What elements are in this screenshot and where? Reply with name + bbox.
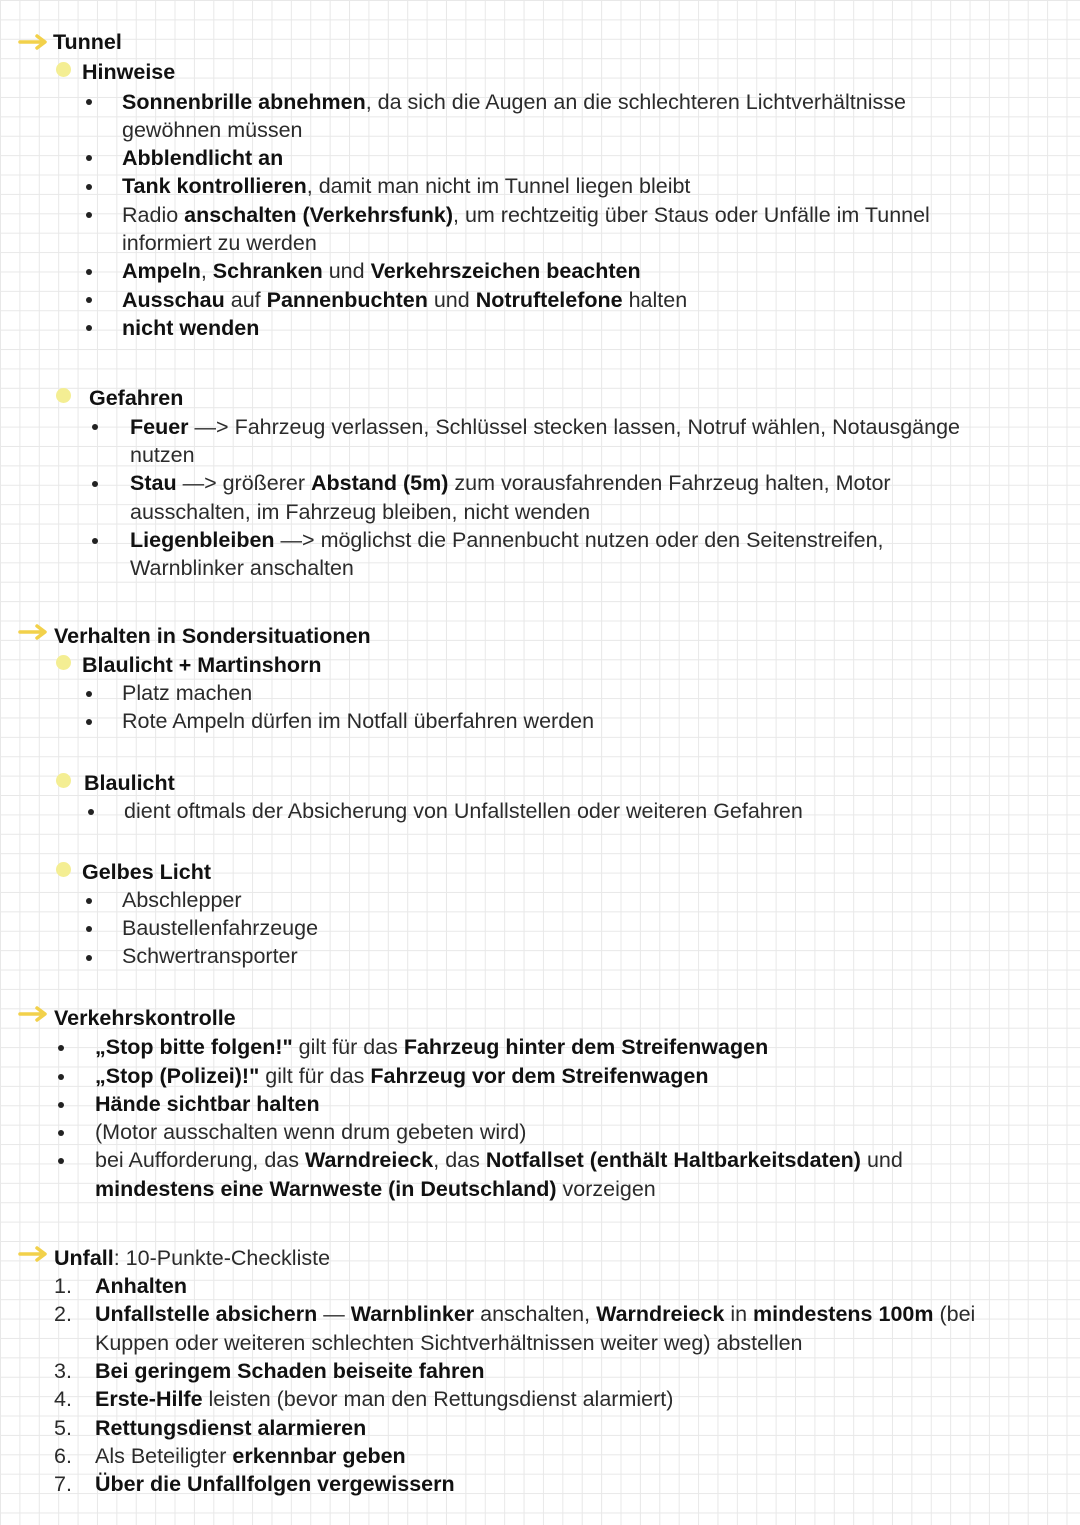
- list-item: Sonnenbrille abnehmen, da sich die Augen an die schlechteren Lichtverhältnisse: [122, 90, 906, 114]
- list-item: Anhalten: [95, 1274, 187, 1298]
- list-item-continuation: Kuppen oder weiteren schlechten Sichtverhältnissen weiter weg) abstellen: [95, 1331, 803, 1355]
- list-number: 7.: [54, 1472, 72, 1496]
- section-title-tunnel: Tunnel: [53, 30, 122, 54]
- list-number: 6.: [54, 1444, 72, 1468]
- list-item-continuation: nutzen: [130, 443, 195, 467]
- list-item: Schwertransporter: [122, 944, 298, 968]
- bullet-icon: [92, 481, 98, 487]
- bullet-icon: [58, 1074, 64, 1080]
- bullet-icon: [92, 538, 98, 544]
- bullet-icon: [86, 691, 92, 697]
- section-title-unfall: Unfall: 10-Punkte-Checkliste: [54, 1246, 331, 1270]
- list-item: Als Beteiligter erkennbar geben: [95, 1444, 406, 1468]
- list-item: Tank kontrollieren, damit man nicht im Tunnel liegen bleibt: [122, 174, 691, 198]
- bullet-icon: [86, 297, 92, 303]
- heading-dot-icon: [56, 862, 71, 877]
- subheading-gelbes-licht: Gelbes Licht: [82, 860, 212, 884]
- heading-dot-icon: [56, 773, 71, 788]
- arrow-right-icon: [18, 1246, 52, 1262]
- bullet-icon: [86, 926, 92, 932]
- heading-dot-icon: [56, 388, 71, 403]
- list-item-continuation: gewöhnen müssen: [122, 118, 303, 142]
- list-item: Platz machen: [122, 681, 253, 705]
- bullet-icon: [92, 424, 98, 430]
- subheading-blaulicht: Blaulicht: [84, 771, 175, 795]
- bullet-icon: [58, 1158, 64, 1164]
- bullet-icon: [86, 212, 92, 218]
- arrow-right-icon: [18, 1006, 52, 1022]
- bullet-icon: [86, 99, 92, 105]
- bullet-icon: [86, 898, 92, 904]
- list-item: Hände sichtbar halten: [95, 1092, 320, 1116]
- list-item: Baustellenfahrzeuge: [122, 916, 319, 940]
- bullet-icon: [86, 955, 92, 961]
- list-item: Ampeln, Schranken und Verkehrszeichen beachten: [122, 259, 641, 283]
- list-item: Liegenbleiben —> möglichst die Pannenbucht nutzen oder den Seitenstreifen,: [130, 528, 884, 552]
- bullet-icon: [58, 1045, 64, 1051]
- list-item: Radio anschalten (Verkehrsfunk), um rechtzeitig über Staus oder Unfälle im Tunnel: [122, 203, 930, 227]
- list-item-continuation: ausschalten, im Fahrzeug bleiben, nicht wenden: [130, 500, 591, 524]
- list-item: Bei geringem Schaden beiseite fahren: [95, 1359, 485, 1383]
- bullet-icon: [58, 1102, 64, 1108]
- bullet-icon: [58, 1130, 64, 1136]
- subheading-hinweise: Hinweise: [82, 60, 176, 84]
- list-item: nicht wenden: [122, 316, 260, 340]
- list-item: bei Aufforderung, das Warndreieck, das Notfallset (enthält Haltbarkeitsdaten) und: [95, 1148, 903, 1172]
- subheading-blaulicht-martinshorn: Blaulicht + Martinshorn: [82, 653, 322, 677]
- list-item: Rote Ampeln dürfen im Notfall überfahren werden: [122, 709, 595, 733]
- list-item: Unfallstelle absichern — Warnblinker anschalten, Warndreieck in mindestens 100m (bei: [95, 1302, 976, 1326]
- list-number: 2.: [54, 1302, 72, 1326]
- list-item-continuation: mindestens eine Warnweste (in Deutschland) vorzeigen: [95, 1177, 656, 1201]
- list-item: (Motor ausschalten wenn drum gebeten wird): [95, 1120, 527, 1144]
- bullet-icon: [86, 719, 92, 725]
- list-item: Rettungsdienst alarmieren: [95, 1416, 367, 1440]
- list-item: Abschlepper: [122, 888, 242, 912]
- bullet-icon: [86, 269, 92, 275]
- list-number: 4.: [54, 1387, 72, 1411]
- list-item: dient oftmals der Absicherung von Unfallstellen oder weiteren Gefahren: [124, 799, 803, 823]
- subheading-gefahren: Gefahren: [89, 386, 184, 410]
- bullet-icon: [88, 809, 94, 815]
- list-item: „Stop (Polizei)!" gilt für das Fahrzeug vor dem Streifenwagen: [95, 1064, 709, 1088]
- list-item: Erste-Hilfe leisten (bevor man den Rettungsdienst alarmiert): [95, 1387, 674, 1411]
- bullet-icon: [86, 325, 92, 331]
- section-title-verkehrskontrolle: Verkehrskontrolle: [54, 1006, 236, 1030]
- list-number: 1.: [54, 1274, 72, 1298]
- list-item: Über die Unfallfolgen vergewissern: [95, 1472, 455, 1496]
- list-item: Abblendlicht an: [122, 146, 284, 170]
- arrow-right-icon: [18, 34, 52, 50]
- heading-dot-icon: [56, 655, 71, 670]
- list-item: „Stop bitte folgen!" gilt für das Fahrzeug hinter dem Streifenwagen: [95, 1035, 769, 1059]
- list-number: 5.: [54, 1416, 72, 1440]
- heading-dot-icon: [56, 62, 71, 77]
- list-item: Stau —> größerer Abstand (5m) zum vorausfahrenden Fahrzeug halten, Motor: [130, 471, 891, 495]
- list-item: Feuer —> Fahrzeug verlassen, Schlüssel stecken lassen, Notruf wählen, Notausgänge: [130, 415, 960, 439]
- list-number: 3.: [54, 1359, 72, 1383]
- arrow-right-icon: [18, 624, 52, 640]
- list-item-continuation: Warnblinker anschalten: [130, 556, 354, 580]
- list-item-continuation: informiert zu werden: [122, 231, 317, 255]
- bullet-icon: [86, 184, 92, 190]
- bullet-icon: [86, 155, 92, 161]
- list-item: Ausschau auf Pannenbuchten und Notruftelefone halten: [122, 288, 688, 312]
- section-title-sondersituationen: Verhalten in Sondersituationen: [54, 624, 371, 648]
